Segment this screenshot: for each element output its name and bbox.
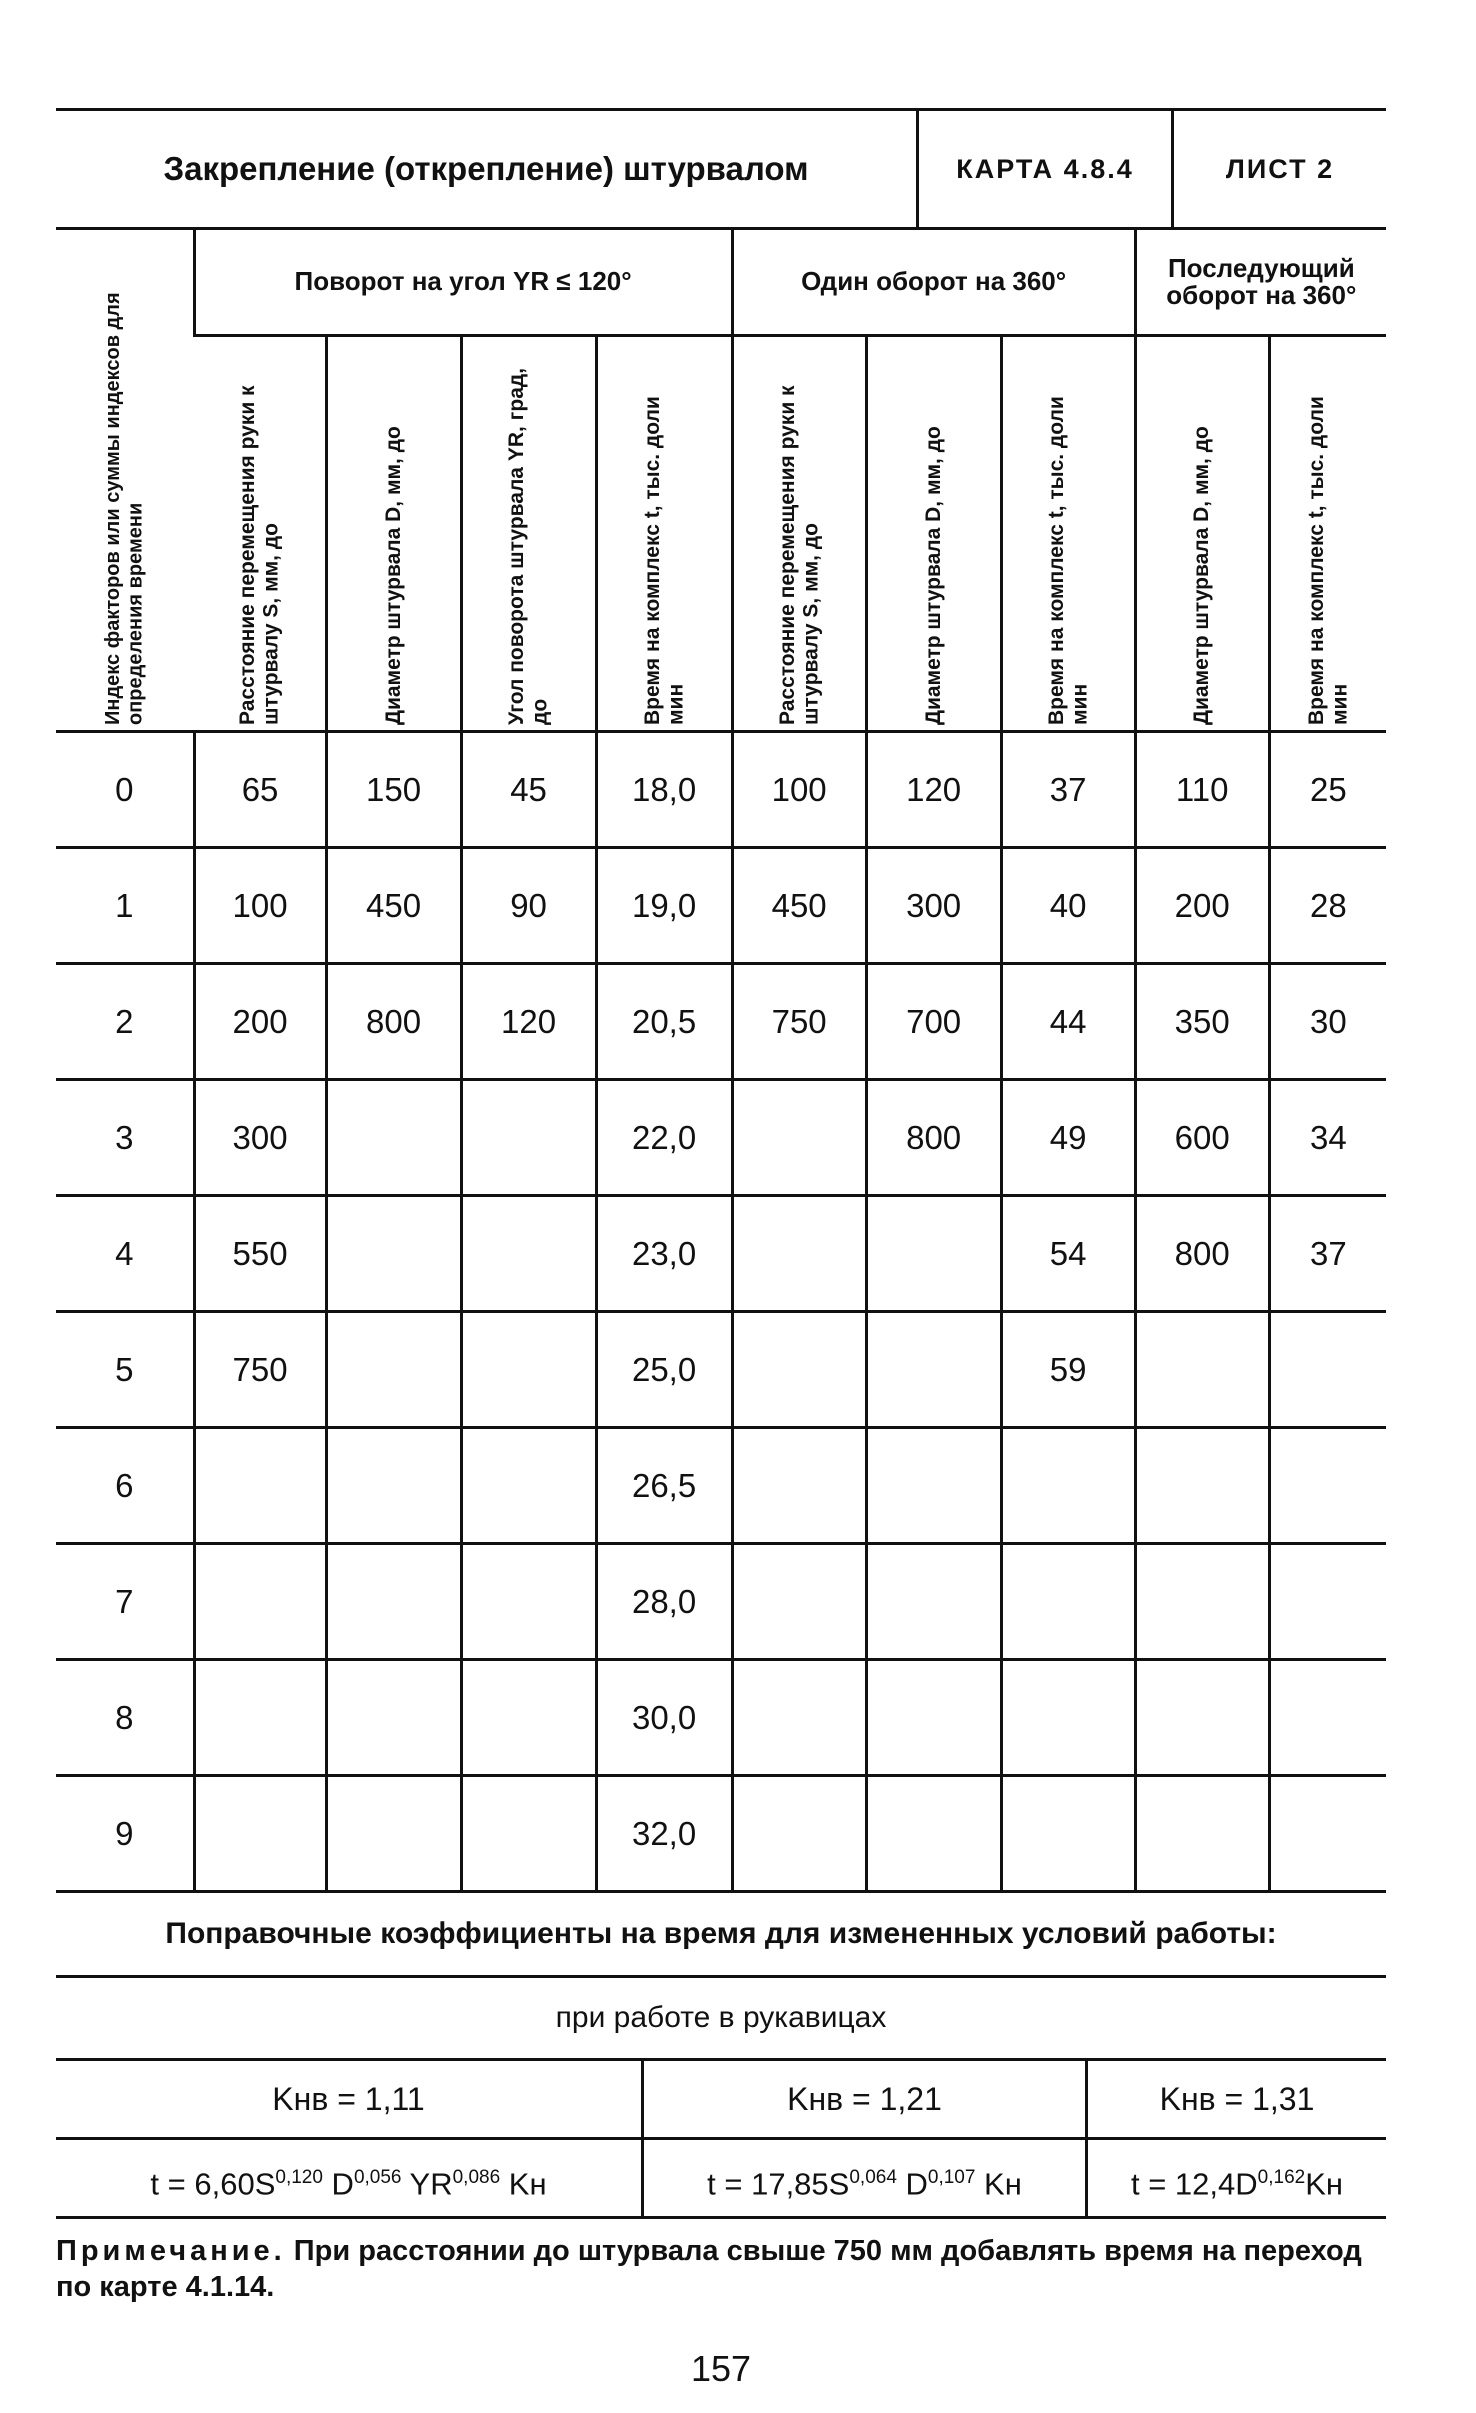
index-cell: 5 — [56, 1312, 194, 1428]
table-cell — [1269, 1428, 1386, 1544]
table-cell — [866, 1776, 1001, 1892]
table-row — [56, 848, 1386, 964]
card-number: КАРТА 4.8.4 — [916, 111, 1171, 227]
table-cell: 150 — [326, 732, 461, 848]
index-cell: 9 — [56, 1776, 194, 1892]
table-cell — [866, 1196, 1001, 1312]
document-page — [56, 108, 1386, 2390]
table-cell: 22,0 — [596, 1080, 732, 1196]
index-cell: 7 — [56, 1544, 194, 1660]
table-cell: 59 — [1001, 1312, 1135, 1428]
column-header: Угол поворота штурвала YR, град, до — [461, 336, 596, 732]
table-cell: 23,0 — [596, 1196, 732, 1312]
table-body — [56, 732, 1386, 1892]
table-cell: 32,0 — [596, 1776, 732, 1892]
table-cell: 18,0 — [596, 732, 732, 848]
table-row — [56, 1312, 1386, 1428]
table-cell: 37 — [1269, 1196, 1386, 1312]
group-header-one-turn: Один оборот на 360° — [732, 230, 1135, 336]
table-cell — [194, 1428, 326, 1544]
table-cell — [732, 1544, 866, 1660]
card-header — [56, 111, 1386, 230]
table-cell — [326, 1428, 461, 1544]
table-cell — [1269, 1776, 1386, 1892]
column-header: Расстояние перемещения руки к штурвалу S, мм, до — [732, 336, 866, 732]
table-cell: 450 — [732, 848, 866, 964]
table-row — [56, 1080, 1386, 1196]
table-cell — [1001, 1544, 1135, 1660]
table-cell: 28,0 — [596, 1544, 732, 1660]
table-cell: 550 — [194, 1196, 326, 1312]
table-cell — [461, 1544, 596, 1660]
table-row — [56, 1428, 1386, 1544]
table-cell — [732, 1660, 866, 1776]
column-header: Диаметр штурвала D, мм, до — [866, 336, 1001, 732]
formula-3: $t = 12,4D^{0,162}Kн$ — [1085, 2140, 1386, 2216]
table-cell — [1001, 1776, 1135, 1892]
table-cell: 750 — [732, 964, 866, 1080]
table-cell — [461, 1080, 596, 1196]
table-cell: 100 — [194, 848, 326, 964]
table-row — [56, 1196, 1386, 1312]
table-cell: 300 — [866, 848, 1001, 964]
table-cell — [866, 1660, 1001, 1776]
table-cell — [461, 1428, 596, 1544]
table-cell — [866, 1544, 1001, 1660]
table-cell — [1269, 1544, 1386, 1660]
table-cell: 800 — [866, 1080, 1001, 1196]
table-cell — [194, 1776, 326, 1892]
coefficient-1: Kнв = 1,11 — [272, 2081, 425, 2117]
correction-title: Поправочные коэффициенты на время для измененных условий работы: — [56, 1893, 1386, 1978]
table-cell — [326, 1776, 461, 1892]
index-cell: 8 — [56, 1660, 194, 1776]
table-cell: 800 — [326, 964, 461, 1080]
table-cell: 120 — [461, 964, 596, 1080]
table-cell: 200 — [194, 964, 326, 1080]
table-cell — [866, 1428, 1001, 1544]
table-row — [56, 1660, 1386, 1776]
table-cell: 34 — [1269, 1080, 1386, 1196]
table-cell: 700 — [866, 964, 1001, 1080]
table-cell — [1269, 1312, 1386, 1428]
table-cell — [732, 1312, 866, 1428]
table-cell — [732, 1428, 866, 1544]
table-cell: 19,0 — [596, 848, 732, 964]
table-cell — [1135, 1312, 1269, 1428]
table-cell — [194, 1660, 326, 1776]
table-cell — [866, 1312, 1001, 1428]
coefficient-3: Kнв = 1,31 — [1085, 2061, 1386, 2137]
table-cell — [461, 1312, 596, 1428]
column-header: Время на комплекс t, тыс. доли мин — [596, 336, 732, 732]
table-cell — [1135, 1660, 1269, 1776]
table-cell: 40 — [1001, 848, 1135, 964]
table-row — [56, 1776, 1386, 1892]
column-header: Диаметр штурвала D, мм, до — [326, 336, 461, 732]
table-cell: 20,5 — [596, 964, 732, 1080]
table-cell — [326, 1312, 461, 1428]
table-cell — [1269, 1660, 1386, 1776]
table-cell: 800 — [1135, 1196, 1269, 1312]
column-header: Время на комплекс t, тыс. доли мин — [1001, 336, 1135, 732]
table-cell: 25,0 — [596, 1312, 732, 1428]
table-cell — [1001, 1428, 1135, 1544]
table-cell — [1135, 1544, 1269, 1660]
card-title: Закрепление (открепление) штурвалом — [163, 150, 809, 187]
index-cell: 2 — [56, 964, 194, 1080]
table-cell: 25 — [1269, 732, 1386, 848]
table-cell — [326, 1196, 461, 1312]
note — [56, 2233, 1386, 2306]
index-header — [56, 230, 194, 732]
table-cell: 45 — [461, 732, 596, 848]
table-cell: 37 — [1001, 732, 1135, 848]
table-cell: 30,0 — [596, 1660, 732, 1776]
sheet-number: ЛИСТ 2 — [1171, 111, 1386, 227]
table-cell — [326, 1660, 461, 1776]
column-header: Расстояние перемещения руки к штурвалу S, мм, до — [194, 336, 326, 732]
table-cell: 750 — [194, 1312, 326, 1428]
table-cell — [194, 1544, 326, 1660]
table-cell — [461, 1196, 596, 1312]
column-header: Время на комплекс t, тыс. доли мин — [1269, 336, 1386, 732]
table-row — [56, 964, 1386, 1080]
formula-2: $t = 17,85S^{0,064}$ D$^{0,107}$ Kн — [641, 2140, 1085, 2216]
group-header-next-turn: Последующий оборот на 360° — [1135, 230, 1386, 336]
correction-section — [56, 1893, 1386, 2219]
table-cell: 44 — [1001, 964, 1135, 1080]
table-cell: 300 — [194, 1080, 326, 1196]
index-cell: 1 — [56, 848, 194, 964]
coefficient-2: Kнв = 1,21 — [641, 2061, 1085, 2137]
table-cell: 450 — [326, 848, 461, 964]
table-row — [56, 732, 1386, 848]
table-cell: 26,5 — [596, 1428, 732, 1544]
table-cell: 30 — [1269, 964, 1386, 1080]
table-cell — [461, 1776, 596, 1892]
table-cell: 110 — [1135, 732, 1269, 848]
column-header: Диаметр штурвала D, мм, до — [1135, 336, 1269, 732]
table-cell — [326, 1544, 461, 1660]
table-row — [56, 1544, 1386, 1660]
formula-row — [56, 2140, 1386, 2219]
table-cell — [461, 1660, 596, 1776]
table-cell: 65 — [194, 732, 326, 848]
table-cell: 200 — [1135, 848, 1269, 964]
index-cell: 4 — [56, 1196, 194, 1312]
formula-1: $t = 6,60S^{0,120}$ D$^{0,056}$ YR$^{0,086}$ Kн — [150, 2166, 547, 2202]
index-cell: 6 — [56, 1428, 194, 1544]
table-cell — [732, 1776, 866, 1892]
index-cell: 3 — [56, 1080, 194, 1196]
table-cell: 90 — [461, 848, 596, 964]
note-text: При расстоянии до штурвала свыше 750 мм добавлять время на переход по карте 4.1.14. — [56, 2235, 1362, 2304]
table-cell — [1135, 1776, 1269, 1892]
table-cell: 120 — [866, 732, 1001, 848]
coefficient-row — [56, 2061, 1386, 2140]
table-cell — [326, 1080, 461, 1196]
page-number: 157 — [690, 2347, 752, 2389]
correction-subtitle: при работе в рукавицах — [56, 1978, 1386, 2061]
note-label: Примечание. — [56, 2235, 286, 2267]
index-cell: 0 — [56, 732, 194, 848]
table-cell — [1001, 1660, 1135, 1776]
group-header-rotation: Поворот на угол YR ≤ 120° — [194, 230, 732, 336]
table-cell: 28 — [1269, 848, 1386, 964]
table-cell — [732, 1196, 866, 1312]
table-cell: 350 — [1135, 964, 1269, 1080]
table-cell: 54 — [1001, 1196, 1135, 1312]
index-header-text: Индекс факторов или суммы индексов для определения времени — [101, 292, 147, 725]
table-cell — [732, 1080, 866, 1196]
table-cell: 49 — [1001, 1080, 1135, 1196]
table-cell: 100 — [732, 732, 866, 848]
norms-table — [56, 230, 1386, 1893]
table-cell: 600 — [1135, 1080, 1269, 1196]
table-cell — [1135, 1428, 1269, 1544]
